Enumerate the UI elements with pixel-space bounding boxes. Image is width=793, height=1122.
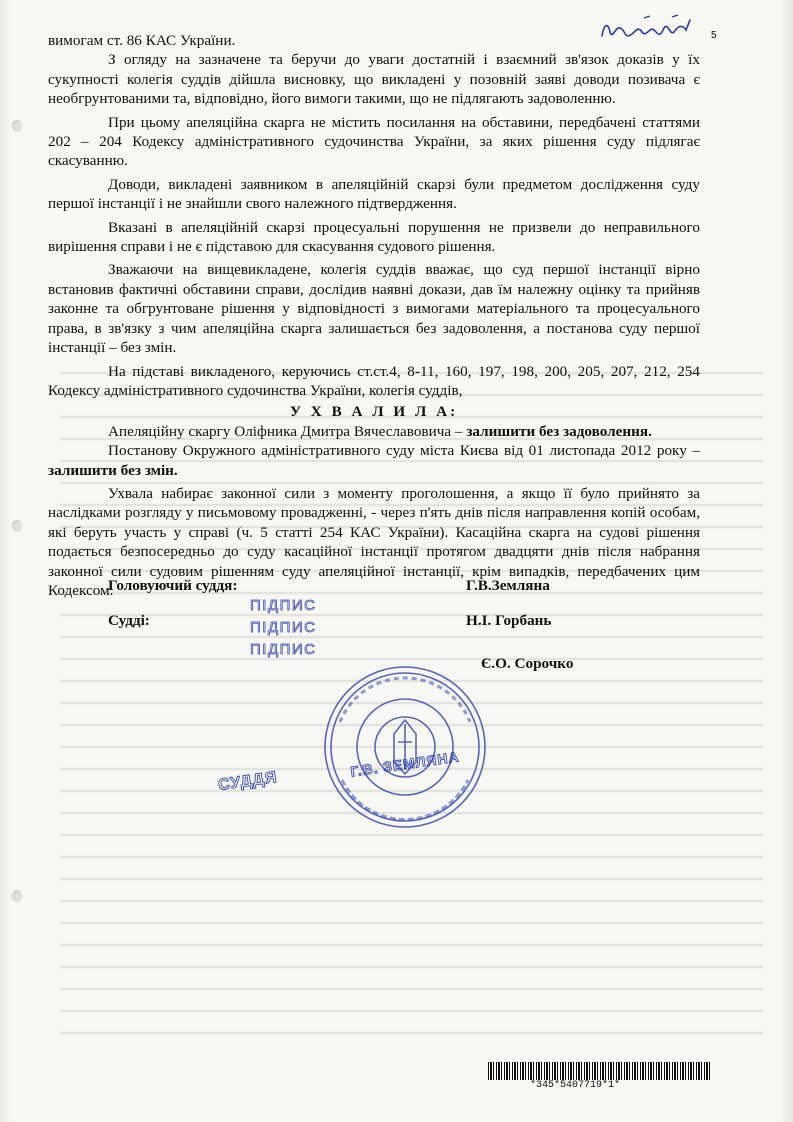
resolution-title: У Х В А Л И Л А: [289,403,459,421]
judges-label: Судді: [108,612,150,629]
judge-stamp-name: Г.В. ЗЕМЛЯНА [349,748,461,780]
paragraph-arguments: Доводи, викладені заявником в апеляційній скарзі були предметом дослідження суду першої інстанції і не знайшли свого належного підтвердження. [48,175,700,213]
paragraph-legal-basis: На підставі викладеного, керуючись ст.ст.4, 8-11, 160, 197, 198, 200, 205, 207, 212, 254 Кодексу адміністративного судочинства України, колегія суддів, [48,362,700,399]
resolution-ruling-text: Постанову Окружного адміністративного суду міста Києва від 01 листопада 2012 року – [108,442,700,460]
resolution-appeal [48,422,700,441]
resolution-ruling [48,441,700,480]
judge-name-sorochko: Є.О. Сорочко [481,655,574,672]
resolution-appeal-decision: залишити без задоволення. [466,422,652,440]
page-number: 5 [711,30,717,41]
resolution-ruling-decision: залишити без змін. [48,461,178,479]
judge-name-horban: Н.І. Горбань [466,612,552,629]
court-seal-stamp [320,662,490,832]
resolution-appeal-text: Апеляційну скаргу Оліфника Дмитра Вячеславовича – [108,422,467,440]
binding-hole [12,120,22,132]
presiding-judge-name: Г.В.Земляна [466,577,550,594]
barcode-number: *345*5407719*1* [530,1080,621,1091]
paragraph-no-grounds: При цьому апеляційна скарга не містить посилання на обставини, передбачені статтями 202 – 204 Кодексу адміністративного судочинства України, за яких рішення суду підлягає скасуванню. [48,113,700,170]
paragraph-procedural: Вказані в апеляційній скарзі процесуальні порушення не призвели до неправильного вирішення справи і не є підставою для скасування судового рішення. [48,218,700,256]
judge-stamp-word: СУДДЯ [217,768,279,795]
signed-mark: ПІДПИС [250,619,317,636]
signed-mark: ПІДПИС [250,641,317,658]
binding-hole [12,520,22,532]
binding-hole [12,890,22,902]
paragraph-conclusion: З огляду на зазначене та беручи до уваги достатній і взаємний зв'язок доказів у їх сукупності колегія суддів дійшла висновку, що викладені у позовній заяві доводи позивача є необгрунтованими та, відповідно, його вимоги такими, що не підлягають задоволенню. [48,51,700,108]
paragraph-summary: Зважаючи на вищевикладене, колегія суддів вважає, що суд першої інстанції вірно встановив фактичні обставини справи, дослідив наявні докази, дав їм належну оцінку та прийняв законне та обгрунтоване рішення у відповідності з вимогами матеріального та процесуального права, в зв'язку з чим апеляційна скарга залишається без задоволення, а постанова суду першої інстанції – без змін. [48,261,700,357]
barcode [488,1062,710,1080]
resolution-entry-into-force: Ухвала набирає законної сили з моменту проголошення, а якщо її було прийнято за наслідками розгляду у письмовому провадженні, - через п'ять днів після направлення копій особам, які беруть участь у справі (ч. 5 статті 254 КАС України). Касаційна скарга на судові рішення подається безпосередньо до суду касаційної інстанції протягом двадцяти днів після набрання законної сили судовим рішенням суду апеляційної інстанції, крім випадків, передбачених цим Кодексом. [48,484,700,599]
presiding-judge-label: Головуючий суддя: [108,577,238,594]
paragraph-continuation: вимогам ст. 86 КАС України. [48,32,236,49]
document-body [48,31,700,600]
signed-mark: ПІДПИС [250,597,317,614]
